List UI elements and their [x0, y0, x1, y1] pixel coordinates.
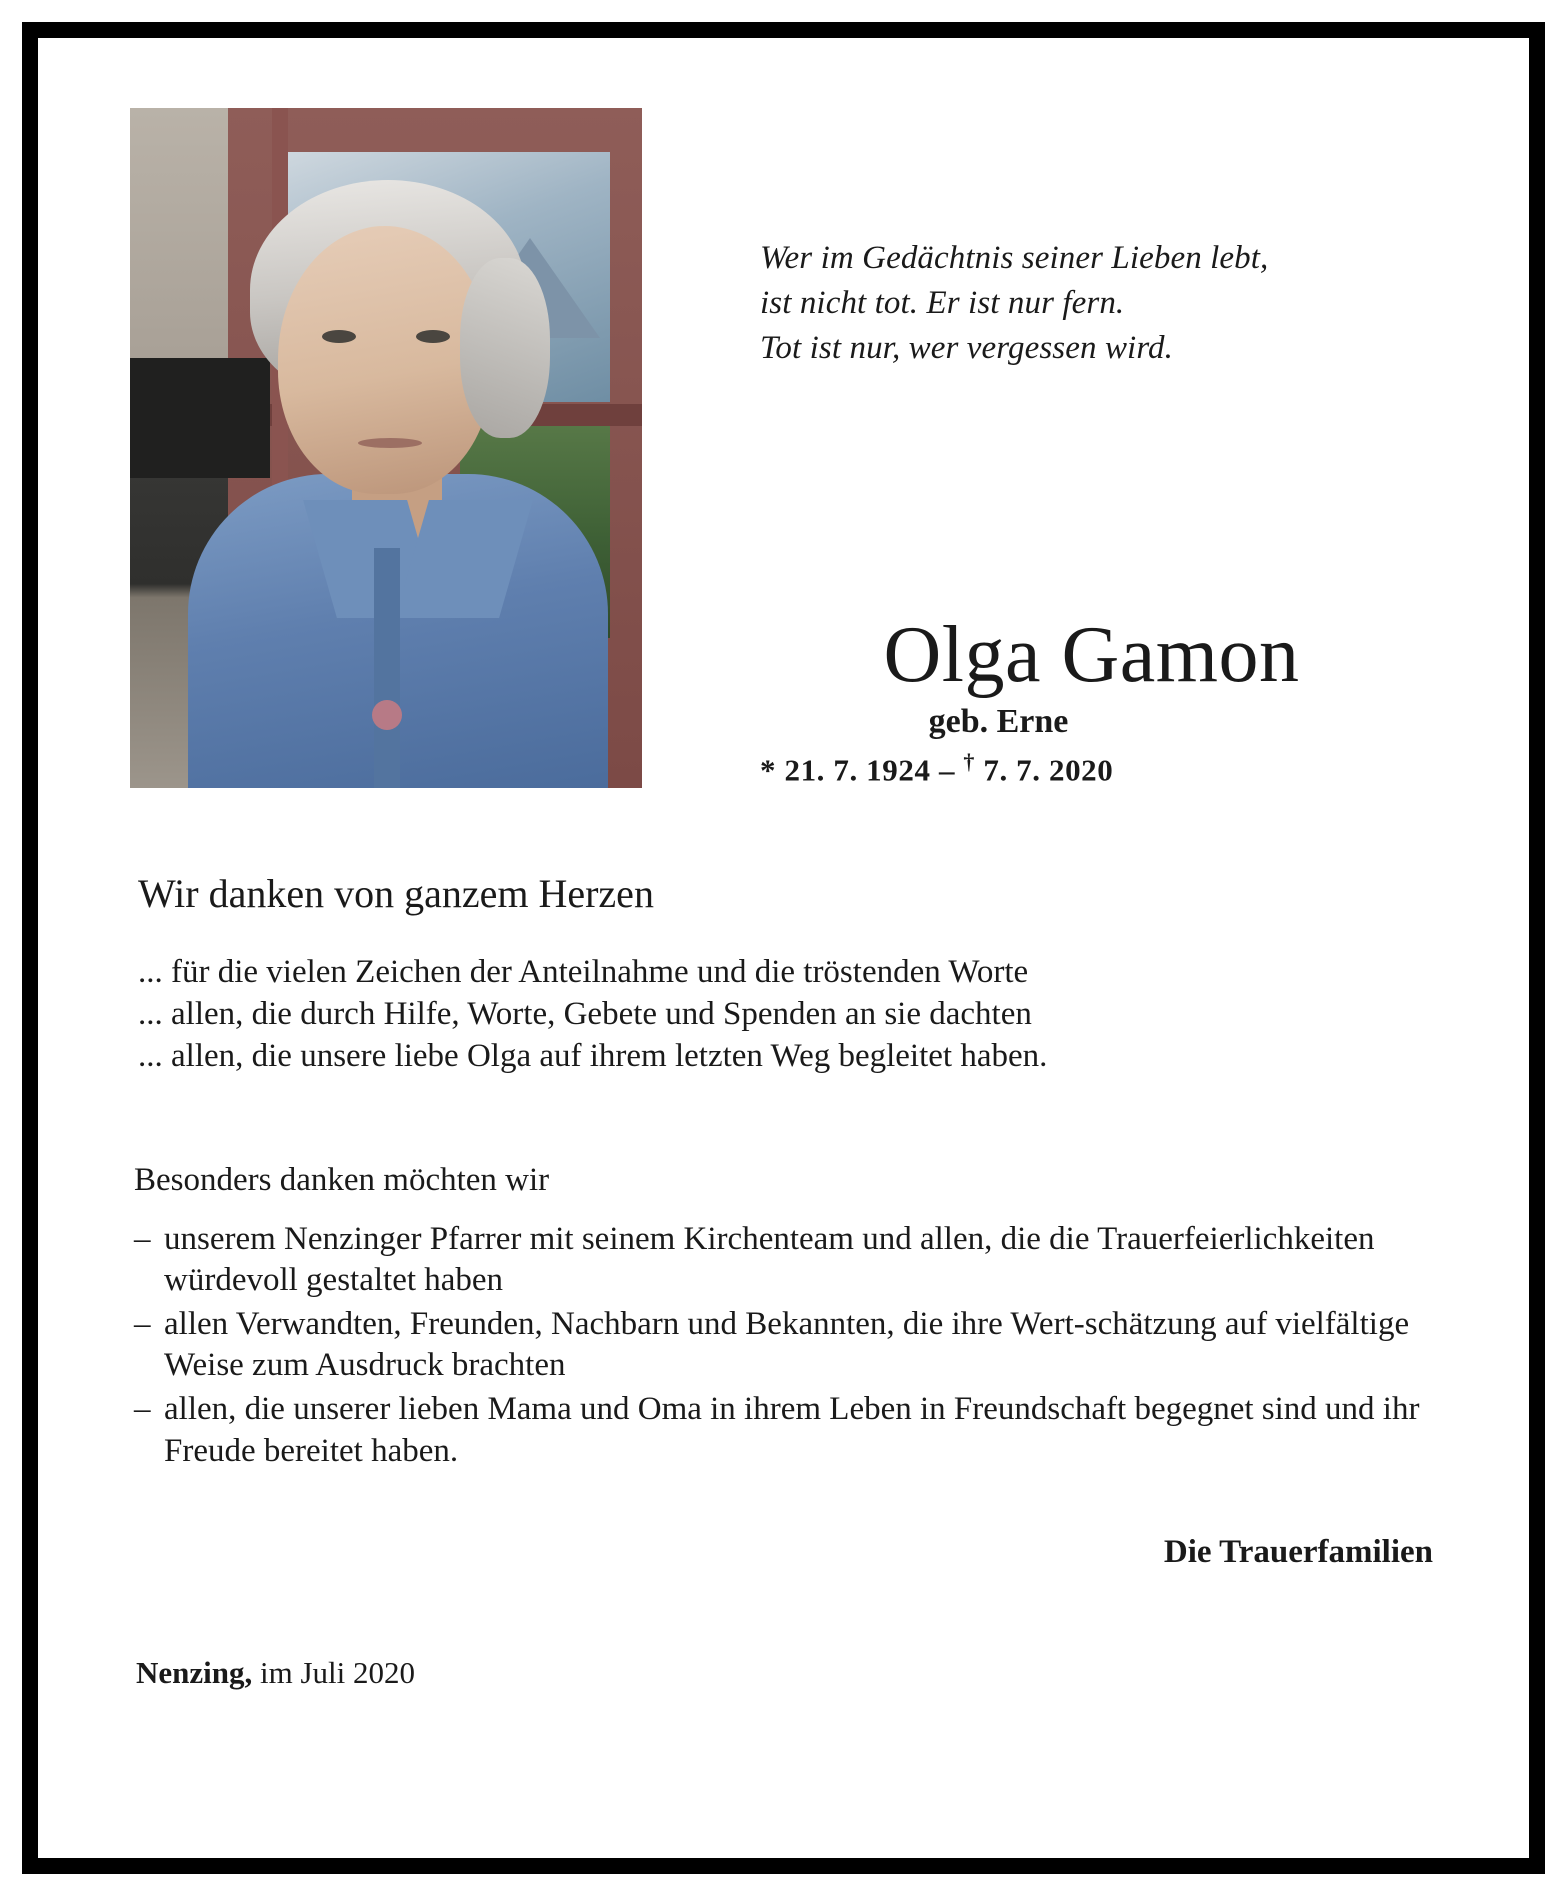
cross-symbol: †	[963, 748, 976, 774]
name-block	[760, 610, 1437, 788]
date-separator: –	[938, 752, 956, 787]
bullet-dash: –	[134, 1391, 151, 1428]
list-item	[134, 1389, 1437, 1472]
memorial-verse	[760, 236, 1437, 371]
verse-line-2: ist nicht tot. Er ist nur fern.	[760, 284, 1125, 321]
list-item	[134, 1304, 1437, 1387]
place-and-date	[136, 1655, 1437, 1691]
list-item-text: unserem Nenzinger Pfarrer mit seinem Kirchenteam und allen, die die Trauerfeierlichkeiten würdevoll gestaltet haben	[164, 1220, 1375, 1299]
maiden-name: geb. Erne	[928, 702, 1069, 740]
deceased-name: Olga Gamon	[883, 610, 1300, 699]
bullet-dash: –	[134, 1220, 151, 1257]
photo-button	[372, 700, 402, 730]
portrait-photo	[130, 108, 642, 788]
thanks-lines	[138, 951, 1437, 1078]
thanks-line-2: ... allen, die durch Hilfe, Worte, Gebete und Spenden an sie dachten	[138, 996, 1032, 1033]
list-item-text: allen Verwandten, Freunden, Nachbarn und Bekannten, die ihre Wert-schätzung auf vielfältige Weise zum Ausdruck brachten	[164, 1305, 1410, 1384]
photo-person-mouth	[358, 438, 422, 448]
verse-and-name-column	[642, 108, 1437, 788]
verse-line-3: Tot ist nur, wer vergessen wird.	[760, 329, 1173, 366]
bullet-dash: –	[134, 1305, 151, 1342]
list-item	[134, 1219, 1437, 1302]
photo-person-eye-left	[322, 330, 356, 343]
signature-line: Die Trauerfamilien	[1163, 1534, 1433, 1571]
notice-date: im Juli 2020	[260, 1655, 416, 1691]
portrait-column	[130, 108, 642, 788]
thanks-line-1: ... für die vielen Zeichen der Anteilnahme und die tröstenden Worte	[138, 954, 1029, 990]
mourning-border-frame	[22, 22, 1545, 1874]
birth-symbol: *	[760, 752, 777, 787]
death-date: 7. 7. 2020	[983, 752, 1114, 787]
photo-person-eye-right	[416, 330, 450, 343]
special-thanks-list	[134, 1219, 1437, 1472]
place-name: Nenzing,	[136, 1655, 253, 1691]
thanks-line-3: ... allen, die unsere liebe Olga auf ihrem letzten Weg begleitet haben.	[138, 1038, 1048, 1075]
photo-shadow	[130, 358, 270, 478]
special-thanks-heading: Besonders danken möchten wir	[134, 1161, 550, 1198]
list-item-text: allen, die unserer lieben Mama und Oma in ihrem Leben in Freundschaft begegnet sind und ihr Freude bereitet haben.	[164, 1391, 1420, 1469]
header-block	[130, 108, 1437, 788]
photo-person-hair-side	[460, 258, 550, 438]
photo-placket	[374, 548, 400, 788]
thanks-heading: Wir danken von ganzem Herzen	[138, 871, 654, 916]
birth-date: 21. 7. 1924	[784, 752, 931, 787]
life-dates	[760, 749, 1437, 788]
verse-line-1: Wer im Gedächtnis seiner Lieben lebt,	[760, 240, 1269, 276]
